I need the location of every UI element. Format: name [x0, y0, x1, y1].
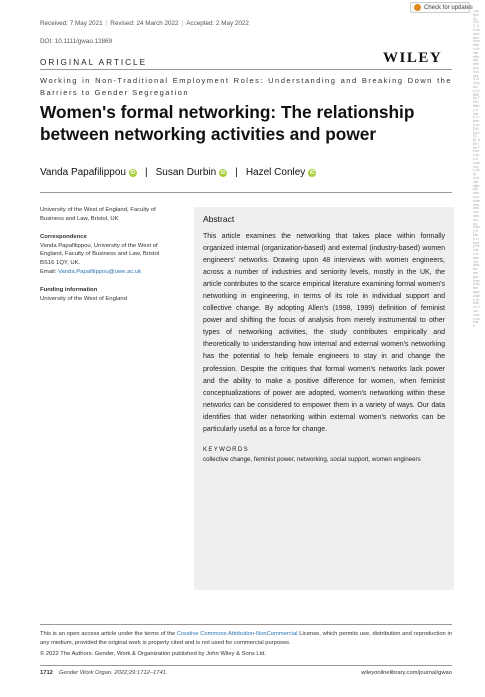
funding-heading: Funding information	[40, 287, 98, 294]
received-date: Received: 7 May 2021	[40, 20, 103, 27]
author-name[interactable]: Hazel Conley	[245, 167, 306, 178]
date-separator: |	[181, 20, 184, 27]
journal-citation: Gender Work Organ. 2022;29:1712–1741.	[58, 670, 168, 676]
update-badge-icon	[414, 4, 421, 11]
license-notice	[40, 630, 452, 648]
article-title: Women's formal networking: The relationship between networking activities and power	[40, 102, 415, 144]
date-separator: |	[105, 20, 108, 27]
funding-text: University of the West of England	[40, 295, 127, 302]
email-label: Email:	[40, 268, 59, 275]
keywords-heading: KEYWORDS	[203, 445, 249, 453]
orcid-icon[interactable]: iD	[130, 169, 136, 176]
abstract-text: This article examines the networking that takes place within formally organized internal (organization-based) and external (industry-based) women engineers' networks. Drawing upon 48 interviews with women engineers, across a number of industries and seniority levels, mostly in the UK, the article contributes to the scarce empirical literature examining formal women's networking in engineering, in terms of its role in individual support and collective change. By adopting Allen's (1998, 1999) definition of feminist power and shifting the focus of analysis from merely instrumental to other types of networking activities, the study contributes empirically and theoretically to understanding how internal and external women's networking has the potential to help female engineers to stay in and change the profession. Despite the critiques that formal women's networks lack power and the ability to make a positive difference for women, when feminist conceptualizations of power are adopted, women's networking within these networks can be considered to empower them in a variety of ways. Our data identifies that wider networking within external women's networks can be particularly useful as a force for change.	[203, 233, 445, 433]
revised-date: Revised: 24 March 2022	[110, 20, 179, 27]
check-updates-button[interactable]	[410, 2, 473, 13]
author-divider	[40, 192, 452, 193]
header-divider	[40, 69, 452, 70]
doi: DOI: 10.1111/gwao.12869	[40, 38, 113, 45]
license-text-after: License, which permits use, distribution and reproduction in any medium, provided the original work is properly cited and is not used for commercial purposes.	[40, 631, 452, 646]
author-separator: |	[235, 167, 238, 178]
page-footer	[40, 670, 452, 676]
correspondence-text: Vanda Papafilippou, University of the West of England, Faculty of Business and Law, Bristol BS16 1QY, UK.	[40, 242, 160, 266]
orcid-icon[interactable]: iD	[309, 169, 315, 176]
author-name[interactable]: Vanda Papafilippou	[40, 167, 126, 178]
special-issue-series: Working in Non-Traditional Employment Roles: Understanding and Breaking Down the Barriers to Gender Segregation	[40, 76, 452, 97]
keywords-list: collective change, feminist power, networking, social support, women engineers	[203, 455, 421, 463]
copyright-notice: © 2022 The Authors. Gender, Work & Organization published by John Wiley & Sons Ltd.	[40, 651, 267, 657]
author-3[interactable]	[246, 167, 316, 178]
footer-citation	[40, 670, 168, 676]
page-number: 1712	[40, 670, 53, 676]
orcid-icon[interactable]: iD	[220, 169, 226, 176]
footer-divider	[40, 624, 452, 625]
author-name[interactable]: Susan Durbin	[155, 167, 217, 178]
abstract-box	[194, 207, 454, 590]
journal-url[interactable]: wileyonlinelibrary.com/journal/gwao	[361, 670, 452, 676]
correspondence-heading: Correspondence	[40, 234, 87, 241]
publisher-logo[interactable]: WILEY	[383, 50, 443, 66]
author-list	[40, 167, 316, 178]
affiliation: University of the West of England, Faculty of Business and Law, Bristol, UK	[40, 207, 156, 222]
author-1[interactable]	[40, 167, 137, 178]
author-separator: |	[145, 167, 148, 178]
article-dates	[40, 20, 249, 27]
bottom-divider	[40, 665, 452, 666]
license-text-before: This is an open access article under the terms of the	[40, 631, 177, 637]
license-link[interactable]: Creative Commons Attribution-NonCommercial	[176, 631, 298, 637]
abstract-heading: Abstract	[203, 214, 235, 224]
download-notice-strip: 14680432, 2022, 5, Downloaded from https://onlinelibrary.wiley.com/doi/10.1111/gwao.12869 by Test, Wiley Online Library on [16/04/2025]. See the Terms and Conditions (https://onlinelibrary.wiley.com/terms-and-conditions) on Wiley Online Library for rules of use; OA articles are governed by the applicable Creative Commons License	[473, 10, 480, 329]
check-updates-label: Check for updates	[424, 4, 473, 11]
article-info-column	[40, 206, 165, 303]
email-link[interactable]: Vanda.Papafilippou@uwe.ac.uk	[58, 268, 142, 275]
accepted-date: Accepted: 2 May 2022	[186, 20, 249, 27]
author-2[interactable]	[156, 167, 228, 178]
article-type: ORIGINAL ARTICLE	[40, 58, 148, 67]
correspondence-email-line	[40, 268, 165, 277]
